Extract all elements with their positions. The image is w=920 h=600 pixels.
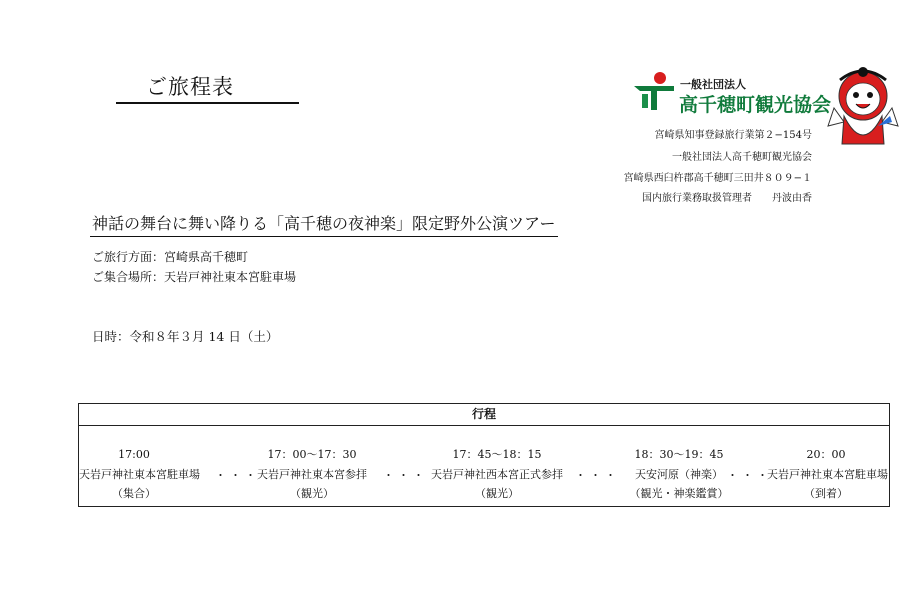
registration-number: 宮崎県知事登録旅行業第２−154号: [654, 130, 812, 141]
stop-time: 20：00: [806, 448, 846, 461]
stop-place: 天岩戸神社東本宮駐車場: [79, 468, 200, 481]
stop-time: 17：45〜18：15: [452, 448, 542, 461]
itinerary-stop: [619, 448, 739, 501]
organization-address: 宮崎県西臼杵郡高千穂町三田井８０９−１: [623, 173, 812, 184]
tour-date: 日時：令和８年３月 14 日（土）: [92, 329, 279, 344]
stop-place: 天岩戸神社東本宮駐車場: [767, 468, 888, 481]
stop-time: 17:00: [118, 448, 150, 461]
itinerary-header: 行程: [79, 404, 889, 426]
organization-name: 高千穂町観光協会: [679, 94, 832, 116]
stop-time: 18：30〜19：45: [634, 448, 724, 461]
stop-note: （観光）: [290, 487, 334, 500]
itinerary-separator: ・・・: [383, 469, 428, 482]
tourism-association-logo-icon: [630, 70, 678, 112]
legal-organization-name: 一般社団法人高千穂町観光協会: [672, 152, 812, 163]
mascot-character-icon: [826, 66, 900, 150]
organization-small-label: 一般社団法人: [680, 78, 746, 91]
meeting-place: ご集合場所：天岩戸神社東本宮駐車場: [92, 270, 297, 284]
itinerary-separator: ・・・: [575, 469, 620, 482]
itinerary-stop: [427, 448, 567, 501]
tour-destination: ご旅行方面：宮崎県高千穂町: [92, 250, 249, 264]
stop-note: （観光・神楽鑑賞）: [629, 487, 729, 500]
stop-place: 天岩戸神社西本宮正式参拝: [431, 468, 563, 481]
travel-manager: 国内旅行業務取扱管理者 丹波由香: [642, 193, 812, 204]
itinerary-stop: [251, 448, 373, 501]
itinerary-table: [78, 403, 890, 507]
stop-note: （集合）: [112, 487, 156, 500]
stop-note: （観光）: [475, 487, 519, 500]
stop-time: 17：00〜17：30: [267, 448, 357, 461]
itinerary-stop: [79, 448, 200, 501]
document-title: ご旅程表: [116, 72, 299, 104]
itinerary-stop: [767, 448, 888, 501]
stop-place: 天岩戸神社東本宮参拝: [257, 468, 367, 481]
itinerary-separator: ・・・: [215, 469, 260, 482]
stop-note: （到着）: [804, 487, 848, 500]
tour-name: 神話の舞台に舞い降りる「高千穂の夜神楽」限定野外公演ツアー: [90, 213, 558, 237]
itinerary-separator: ・・・: [727, 469, 772, 482]
stop-place: 天安河原（神楽）: [635, 468, 723, 481]
